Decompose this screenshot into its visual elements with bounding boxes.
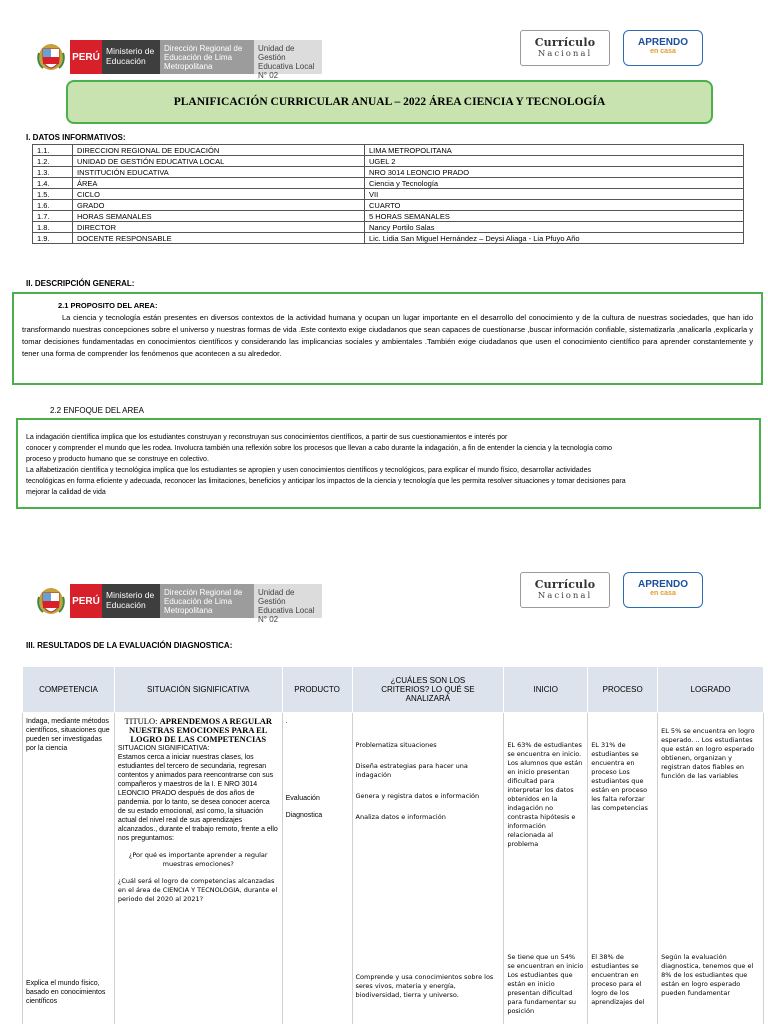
titulo-prefix: TITULO: (124, 716, 160, 726)
datos-number: 1.5. (33, 189, 73, 200)
enfoque-line: proceso y producto humano que se construye en colectivo. (26, 456, 209, 463)
datos-key: DOCENTE RESPONSABLE (73, 233, 365, 244)
enfoque-line: La indagación científica implica que los estudiantes construyan y reconstruyan sus conocimientos científicos, a partir de sus cuestionamientos e interés por (26, 434, 508, 441)
document-title: PLANIFICACIÓN CURRICULAR ANUAL – 2022 ÁREA CIENCIA Y TECNOLOGÍA (66, 80, 713, 124)
datos-row (33, 156, 744, 167)
producto-cell (282, 949, 352, 1024)
datos-number: 1.7. (33, 211, 73, 222)
criterios-cell (352, 949, 504, 1024)
competencia-cell (23, 949, 115, 1024)
section-diagnostico-heading: III. RESULTADOS DE LA EVALUACIÓN DIAGNOSTICA: (26, 641, 233, 650)
datos-value: Lic. Lidia San Miguel Hernández – Deysi Aliaga - Lia Pfuyo Año (365, 233, 744, 244)
competencia-cell: Indaga, mediante métodos científicos, situaciones que pueden ser investigadas por la ciencia (23, 713, 115, 949)
situacion-cell (114, 713, 282, 949)
datos-number: 1.4. (33, 178, 73, 189)
datos-key: DIRECCION REGIONAL DE EDUCACIÓN (73, 145, 365, 156)
enfoque-heading: 2.2 ENFOQUE DEL AREA (50, 406, 144, 415)
logrado-cell (658, 949, 764, 1024)
ministerio-label: Ministerio de Educación (102, 40, 160, 74)
datos-key: CICLO (73, 189, 365, 200)
section-datos-heading: I. DATOS INFORMATIVOS: (26, 133, 126, 142)
curriculo-nacional-logo (520, 572, 610, 608)
header-competencia: COMPETENCIA (23, 667, 115, 713)
datos-value: CUARTO (365, 200, 744, 211)
situacion-text: Estamos cerca a iniciar nuestras clases, los estudiantes del tercero de secundaria, regresan contentos y animados para reencontrarse con sus compañeros y maestros de la I. E NRO 3014 LEONCIO PRADO después de dos años de pandemia. por lo tanto, se desea conocer acerca de su estado emocional, así como, la situación actual del nivel real de sus aprendizajes alcanzados., durante el trabajo remoto, frente a ello nos preguntamos: (117, 754, 278, 842)
proceso-cell (588, 949, 658, 1024)
criterio-item: Diseña estrategias para hacer una indagación (355, 762, 468, 779)
criterio-item: Comprende y usa conocimientos sobre los seres vivos, materia y energía, biodiversidad, tierra y universo. (355, 972, 494, 999)
datos-value: LIMA METROPOLITANA (365, 145, 744, 156)
criterio-item: Problematiza situaciones (355, 741, 437, 749)
datos-row (33, 222, 744, 233)
criterio-item: Analiza datos e información (355, 813, 446, 821)
proposito-box (12, 292, 763, 385)
datos-number: 1.1. (33, 145, 73, 156)
header-producto: PRODUCTO (282, 667, 352, 713)
curriculo-title: Currículo (534, 36, 596, 49)
logrado-text: Según la evaluación diagnostica, tenemos que el 8% de los estudiantes que están en logro esperado pueden fundamentar (661, 952, 754, 997)
datos-number: 1.3. (33, 167, 73, 178)
table-row (23, 713, 764, 949)
curriculo-nacional-logo (520, 30, 610, 66)
datos-number: 1.8. (33, 222, 73, 233)
aprendo-title: APRENDO (637, 579, 688, 590)
inicio-text: Se tiene que un 54% se encuentran en inicio Los estudiantes que están en inicio presentan dificultad para fundamentar su posición (507, 952, 584, 1015)
datos-value: Ciencia y Tecnología (365, 178, 744, 189)
datos-row (33, 233, 744, 244)
inicio-text: EL 63% de estudiantes se encuentra en inicio. Los alumnos que están en inicio presentan dificultad para interpretar los datos obtenidos en la indagación no contrasta hipótesis e información relacionada al problema (507, 741, 583, 848)
inicio-cell (504, 949, 588, 1024)
logrado-cell (658, 713, 764, 949)
datos-key: ÁREA (73, 178, 365, 189)
aprendo-en-casa-logo (623, 30, 703, 66)
enfoque-line: conocer y comprender el mundo que les rodea. Involucra también una reflexión sobre los procesos que llevan a cabo durante la indagación, a fin de entender la ciencia y la tecnología como (26, 445, 613, 452)
coat-of-arms-icon (34, 40, 68, 74)
pregunta-2: ¿Cuál será el logro de competencias alcanzadas en el área de CIENCIA Y TECNOLOGIA, durante el periodo del 2020 al 2021? (117, 877, 278, 903)
header-inicio: INICIO (504, 667, 588, 713)
curriculo-title: Currículo (534, 578, 596, 591)
producto-text: Evaluación Diagnostica (285, 795, 323, 819)
peru-label: PERÚ (70, 40, 102, 74)
datos-table (32, 144, 744, 244)
producto-cell (282, 713, 352, 949)
curriculo-subtitle: Nacional (537, 49, 593, 59)
datos-value: 5 HORAS SEMANALES (365, 211, 744, 222)
proceso-cell (588, 713, 658, 949)
datos-row (33, 200, 744, 211)
datos-number: 1.9. (33, 233, 73, 244)
enfoque-line: mejorar la calidad de vida (26, 489, 106, 496)
dre-label: Dirección Regional de Educación de Lima Metropolitana (160, 584, 254, 618)
producto-dot: . (285, 718, 288, 725)
coat-of-arms-icon (34, 584, 68, 618)
pregunta-1: ¿Por qué es importante aprender a regular muestras emociones? (128, 851, 268, 868)
header-situacion: SITUACIÓN SIGNIFICATIVA (114, 667, 282, 713)
datos-key: HORAS SEMANALES (73, 211, 365, 222)
dre-label: Dirección Regional de Educación de Lima Metropolitana (160, 40, 254, 74)
datos-value: NRO 3014 LEONCIO PRADO (365, 167, 744, 178)
aprendo-en-casa-logo (623, 572, 703, 608)
ugel-label: Unidad de Gestión Educativa Local N° 02 (254, 584, 322, 618)
section-descripcion-heading: II. DESCRIPCIÓN GENERAL: (26, 279, 135, 288)
peru-label: PERÚ (70, 584, 102, 618)
datos-row (33, 167, 744, 178)
datos-row (33, 178, 744, 189)
titulo-text: APRENDEMOS A REGULAR NUESTRAS EMOCIONES PARA EL LOGRO DE LAS COMPETENCIAS (129, 716, 273, 744)
datos-key: DIRECTOR (73, 222, 365, 233)
situacion-cell (114, 949, 282, 1024)
aprendo-title: APRENDO (637, 37, 688, 48)
proceso-text: El 38% de estudiantes se encuentran en proceso para el logro de los aprendizajes del (591, 952, 645, 1006)
inicio-cell (504, 713, 588, 949)
datos-value: Nancy Portilo Salas (365, 222, 744, 233)
datos-key: UNIDAD DE GESTIÓN EDUCATIVA LOCAL (73, 156, 365, 167)
curriculo-subtitle: Nacional (537, 591, 593, 601)
minedu-header-logo (34, 40, 322, 80)
datos-key: GRADO (73, 200, 365, 211)
situacion-label: SITUACION SIGNIFICATIVA: (117, 745, 210, 752)
criterio-item: Genera y registra datos e información (355, 792, 480, 800)
datos-value: VII (365, 189, 744, 200)
ugel-label: Unidad de Gestión Educativa Local N° 02 (254, 40, 322, 74)
situacion-title (118, 717, 279, 744)
datos-number: 1.6. (33, 200, 73, 211)
enfoque-box (16, 418, 761, 509)
diagnostico-table (22, 666, 764, 1024)
datos-number: 1.2. (33, 156, 73, 167)
logrado-text: EL 5% se encuentra en logro esperado. .. Los estudiantes que están en logro esperado obtienen, organizan y registran datos fiables en función de las variables (661, 727, 755, 780)
criterios-cell (352, 713, 504, 949)
header-logrado: LOGRADO (658, 667, 764, 713)
datos-key: INSTITUCIÓN EDUCATIVA (73, 167, 365, 178)
diagnostico-header-row (23, 667, 764, 713)
aprendo-subtitle: en casa (650, 590, 676, 597)
ministerio-label: Ministerio de Educación (102, 584, 160, 618)
aprendo-subtitle: en casa (650, 48, 676, 55)
enfoque-line: tecnológicas en forma eficiente y adecuada, reconocer las limitaciones, beneficios y anticipar los impactos de la ciencia y tecnología que les permita resolver situaciones y tomar decisiones para (26, 478, 626, 485)
datos-value: UGEL 2 (365, 156, 744, 167)
minedu-header-logo (34, 584, 322, 624)
proceso-text: EL 31% de estudiantes se encuentra en proceso Los estudiantes que están en proceso les falta reforzar las competencias (591, 741, 648, 812)
proposito-heading: 2.1 PROPOSITO DEL AREA: (58, 301, 158, 310)
table-row (23, 949, 764, 1024)
proposito-text: La ciencia y tecnología están presentes en diversos contextos de la actividad humana y ocupan un lugar importante en el desarrollo del conocimiento y de la cultura de nuestras sociedades, que han ido transformando nuestras concepciones sobre el universo y nuestras formas de vida .Este contexto exige ciudadanos que sean capaces de cuestionarse ,buscar información confiable, sistematizarla ,analicarla ,explicarla y tomar decisiones fundamentadas en conocimientos científicos y considerando las implicancias sociales y ambientales .También exige ciudadanos que usen el conocimiento científico para aprender constantemente y tener una forma de comprender los fenómenos que acontecen a su alrededor. (22, 313, 753, 358)
header-criterios: ¿CUÁLES SON LOS CRITERIOS? LO QUÉ SE ANALIZARÁ (352, 667, 504, 713)
competencia-text: Explica el mundo físico, basado en conocimientos científicos (26, 979, 106, 1005)
enfoque-line: La alfabetización científica y tecnológica implica que los estudiantes se apropien y usen conocimientos científicos y tecnológicos, para explicar el mundo físico, desarrollar actividades (26, 467, 591, 474)
datos-row (33, 211, 744, 222)
header-proceso: PROCESO (588, 667, 658, 713)
datos-row (33, 189, 744, 200)
datos-row (33, 145, 744, 156)
